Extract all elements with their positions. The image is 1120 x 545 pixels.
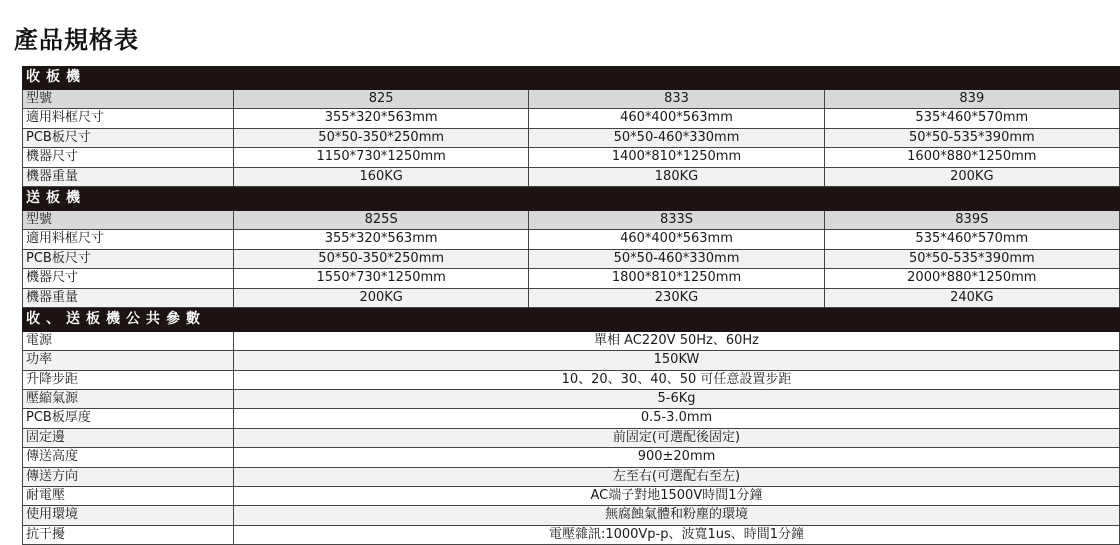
table-row	[22, 448, 1120, 467]
table-row	[22, 168, 1120, 187]
model-name: 825	[234, 90, 529, 108]
table-row	[22, 109, 1120, 128]
row-label: 壓縮氣源	[22, 390, 234, 408]
row-label: 適用料框尺寸	[22, 109, 234, 127]
table-row	[22, 429, 1120, 448]
row-label: 機器重量	[22, 168, 234, 186]
row-value: 160KG	[234, 168, 529, 186]
row-value: 355*320*563mm	[234, 230, 529, 248]
row-value: 1150*730*1250mm	[234, 148, 529, 166]
table-row	[22, 148, 1120, 167]
row-label: PCB板尺寸	[22, 250, 234, 268]
row-label: 耐電壓	[22, 487, 234, 505]
table-row	[22, 230, 1120, 249]
row-label: 傳送高度	[22, 448, 234, 466]
model-label: 型號	[22, 211, 234, 229]
row-value: 左至右(可選配右至左)	[234, 468, 1120, 486]
table-row	[22, 289, 1120, 308]
table-row	[22, 468, 1120, 487]
row-value: 2000*880*1250mm	[825, 269, 1120, 287]
row-value: 180KG	[529, 168, 824, 186]
row-value: 460*400*563mm	[529, 109, 824, 127]
row-value: 355*320*563mm	[234, 109, 529, 127]
row-value: 1800*810*1250mm	[529, 269, 824, 287]
row-value: 10、20、30、40、50 可任意設置步距	[234, 371, 1120, 389]
row-value: 50*50-535*390mm	[825, 129, 1120, 147]
row-label: 機器尺寸	[22, 148, 234, 166]
section-heading: 送板機	[22, 187, 1120, 211]
row-value: 200KG	[825, 168, 1120, 186]
row-value: 單相 AC220V 50Hz、60Hz	[234, 332, 1120, 350]
row-value: 535*460*570mm	[825, 109, 1120, 127]
row-label: 功率	[22, 351, 234, 369]
row-value: 150KW	[234, 351, 1120, 369]
table-row	[22, 351, 1120, 370]
model-name: 833S	[529, 211, 824, 229]
table-row	[22, 129, 1120, 148]
page-title: 產品規格表	[14, 26, 139, 54]
table-row	[22, 269, 1120, 288]
spec-table	[22, 66, 1120, 545]
row-value: 無腐蝕氣體和粉塵的環境	[234, 506, 1120, 524]
row-value: 460*400*563mm	[529, 230, 824, 248]
model-label: 型號	[22, 90, 234, 108]
row-value: 50*50-350*250mm	[234, 129, 529, 147]
model-name: 839	[825, 90, 1120, 108]
row-value: 5-6Kg	[234, 390, 1120, 408]
row-label: 抗干擾	[22, 526, 234, 544]
row-label: 升降步距	[22, 371, 234, 389]
row-value: 電壓雜訊:1000Vp-p、波寬1us、時間1分鐘	[234, 526, 1120, 544]
row-label: 傳送方向	[22, 468, 234, 486]
row-label: 固定邊	[22, 429, 234, 447]
table-row	[22, 526, 1120, 545]
row-value: AC端子對地1500V時間1分鐘	[234, 487, 1120, 505]
row-value: 0.5-3.0mm	[234, 409, 1120, 427]
row-value: 535*460*570mm	[825, 230, 1120, 248]
row-value: 1400*810*1250mm	[529, 148, 824, 166]
row-label: PCB板尺寸	[22, 129, 234, 147]
section-heading: 收板機	[22, 66, 1120, 90]
row-value: 50*50-460*330mm	[529, 129, 824, 147]
row-value: 前固定(可選配後固定)	[234, 429, 1120, 447]
row-value: 900±20mm	[234, 448, 1120, 466]
table-header-row	[22, 90, 1120, 109]
table-row	[22, 506, 1120, 525]
row-label: 電源	[22, 332, 234, 350]
row-value: 50*50-460*330mm	[529, 250, 824, 268]
table-row	[22, 409, 1120, 428]
row-label: 適用料框尺寸	[22, 230, 234, 248]
row-label: 使用環境	[22, 506, 234, 524]
row-value: 240KG	[825, 289, 1120, 307]
table-row	[22, 390, 1120, 409]
model-name: 833	[529, 90, 824, 108]
row-value: 230KG	[529, 289, 824, 307]
table-row	[22, 371, 1120, 390]
model-name: 839S	[825, 211, 1120, 229]
row-value: 50*50-535*390mm	[825, 250, 1120, 268]
section-heading: 收、送板機公共參數	[22, 308, 1120, 332]
table-row	[22, 250, 1120, 269]
row-value: 1550*730*1250mm	[234, 269, 529, 287]
model-name: 825S	[234, 211, 529, 229]
row-value: 1600*880*1250mm	[825, 148, 1120, 166]
table-row	[22, 487, 1120, 506]
row-label: 機器重量	[22, 289, 234, 307]
row-value: 200KG	[234, 289, 529, 307]
row-value: 50*50-350*250mm	[234, 250, 529, 268]
table-row	[22, 332, 1120, 351]
row-label: PCB板厚度	[22, 409, 234, 427]
table-header-row	[22, 211, 1120, 230]
row-label: 機器尺寸	[22, 269, 234, 287]
